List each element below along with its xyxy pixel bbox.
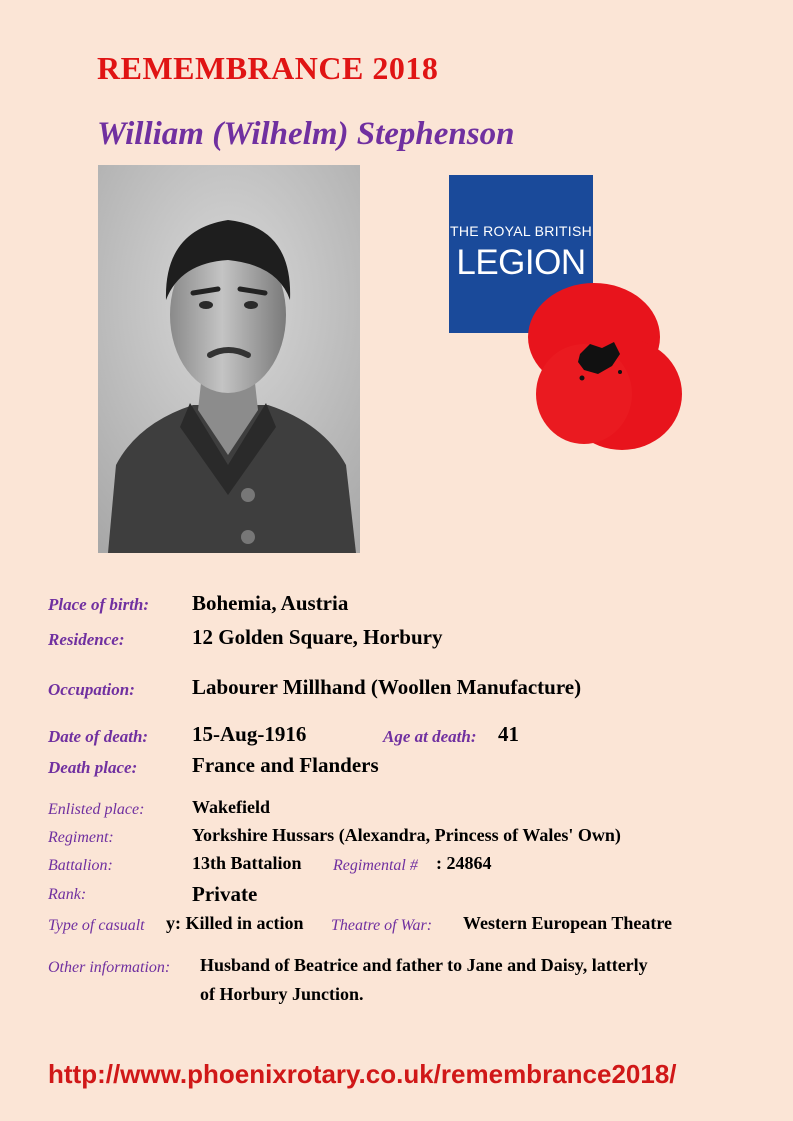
theatre-of-war-label: Theatre of War: — [331, 917, 433, 934]
other-information-line1: Husband of Beatrice and father to Jane and Daisy, latterly — [200, 955, 648, 975]
other-information-line2: of Horbury Junction. — [200, 984, 364, 1004]
logo-line1: THE ROYAL BRITISH — [449, 223, 592, 239]
regiment-value: Yorkshire Hussars (Alexandra, Princess of Wales' Own) — [192, 825, 621, 845]
place-of-birth-value: Bohemia, Austria — [192, 591, 349, 615]
regimental-number-value: : 24864 — [436, 853, 492, 873]
occupation-label: Occupation: — [48, 680, 135, 699]
occupation-value: Labourer Millhand (Woollen Manufacture) — [192, 675, 582, 699]
death-place-value: France and Flanders — [192, 753, 379, 777]
death-place-label: Death place: — [48, 758, 138, 777]
residence-label: Residence: — [48, 630, 125, 649]
type-of-casualty-value: y: Killed in action — [166, 913, 304, 933]
age-at-death-value: 41 — [498, 722, 519, 746]
theatre-of-war-value: Western European Theatre — [463, 913, 673, 933]
other-information-label: Other information: — [48, 959, 171, 976]
soldier-portrait-photo — [98, 165, 360, 553]
soldier-name: William (Wilhelm) Stephenson — [97, 116, 515, 152]
enlisted-place-value: Wakefield — [192, 797, 271, 817]
date-of-death-label: Date of death: — [48, 727, 149, 746]
page-title: REMEMBRANCE 2018 — [97, 50, 439, 86]
regimental-number-label: Regimental # — [333, 857, 418, 874]
rank-value: Private — [192, 882, 258, 906]
rank-label: Rank: — [48, 886, 87, 903]
battalion-value: 13th Battalion — [192, 853, 302, 873]
date-of-death-value: 15-Aug-1916 — [192, 722, 307, 746]
logo-line2: LEGION — [456, 243, 586, 282]
age-at-death-label: Age at death: — [383, 727, 477, 746]
website-link[interactable]: http://www.phoenixrotary.co.uk/remembrance2018/ — [48, 1059, 677, 1089]
battalion-label: Battalion: — [48, 857, 113, 874]
type-of-casualty-label: Type of casualt — [48, 917, 145, 934]
poppy-icon — [524, 282, 686, 452]
enlisted-place-label: Enlisted place: — [48, 801, 145, 818]
place-of-birth-label: Place of birth: — [48, 595, 150, 614]
residence-value: 12 Golden Square, Horbury — [192, 625, 443, 649]
regiment-label: Regiment: — [48, 829, 114, 846]
